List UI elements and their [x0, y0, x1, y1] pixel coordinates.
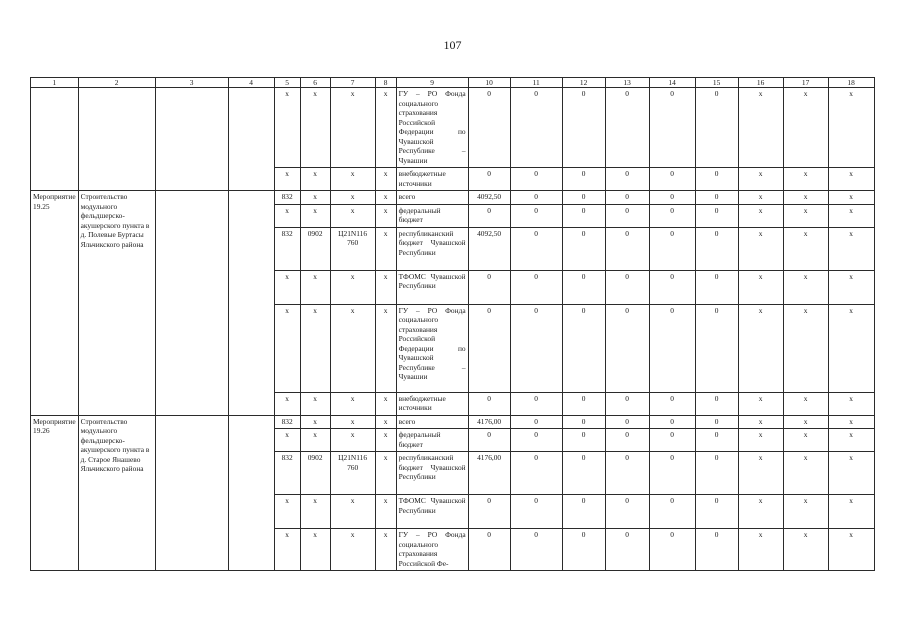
value-col14-cell: 0 — [649, 452, 695, 495]
value-col17-cell: x — [783, 392, 828, 415]
expense-type-cell: x — [375, 88, 396, 168]
participant-cell — [228, 415, 274, 571]
expense-type-cell: x — [375, 415, 396, 429]
expense-type-cell: x — [375, 429, 396, 452]
executor-cell — [155, 191, 228, 416]
value-col16-cell: x — [738, 392, 783, 415]
value-col14-cell: 0 — [649, 168, 695, 191]
value-col18-cell: x — [828, 204, 874, 227]
value-col10-cell: 0 — [468, 495, 510, 529]
column-number-header: 5 — [274, 78, 300, 88]
value-col18-cell: x — [828, 452, 874, 495]
participant-cell — [228, 88, 274, 191]
funding-source-cell: республиканский бюджет Чувашской Республики — [396, 227, 468, 270]
column-number-header: 9 — [396, 78, 468, 88]
value-col16-cell: x — [738, 270, 783, 304]
value-col14-cell: 0 — [649, 270, 695, 304]
value-col15-cell: 0 — [695, 452, 738, 495]
value-col18-cell: x — [828, 304, 874, 392]
value-col14-cell: 0 — [649, 392, 695, 415]
value-col15-cell: 0 — [695, 304, 738, 392]
value-col16-cell: x — [738, 429, 783, 452]
value-col12-cell: 0 — [562, 168, 605, 191]
value-col13-cell: 0 — [605, 168, 649, 191]
page-number: 107 — [443, 38, 462, 52]
value-col18-cell: x — [828, 529, 874, 571]
value-col10-cell: 0 — [468, 270, 510, 304]
target-article-cell: x — [330, 529, 375, 571]
grbs-code-cell: x — [274, 88, 300, 168]
value-col18-cell: x — [828, 415, 874, 429]
value-col14-cell: 0 — [649, 529, 695, 571]
column-number-header: 1 — [31, 78, 79, 88]
target-article-cell: x — [330, 168, 375, 191]
value-col18-cell: x — [828, 191, 874, 205]
value-col15-cell: 0 — [695, 529, 738, 571]
value-col14-cell: 0 — [649, 88, 695, 168]
value-col10-cell: 0 — [468, 529, 510, 571]
value-col12-cell: 0 — [562, 304, 605, 392]
column-number-header: 4 — [228, 78, 274, 88]
column-number-header: 3 — [155, 78, 228, 88]
value-col12-cell: 0 — [562, 88, 605, 168]
value-col10-cell: 0 — [468, 204, 510, 227]
value-col11-cell: 0 — [510, 495, 562, 529]
column-number-header: 16 — [738, 78, 783, 88]
grbs-code-cell: x — [274, 270, 300, 304]
value-col13-cell: 0 — [605, 392, 649, 415]
target-article-cell: x — [330, 415, 375, 429]
value-col12-cell: 0 — [562, 392, 605, 415]
value-col12-cell: 0 — [562, 415, 605, 429]
funding-source-cell: внебюджетные источники — [396, 392, 468, 415]
funding-source-cell: федеральный бюджет — [396, 429, 468, 452]
value-col12-cell: 0 — [562, 495, 605, 529]
value-col15-cell: 0 — [695, 270, 738, 304]
value-col15-cell: 0 — [695, 415, 738, 429]
funding-source-cell: внебюджетные источники — [396, 168, 468, 191]
value-col13-cell: 0 — [605, 204, 649, 227]
section-code-cell: 0902 — [300, 452, 330, 495]
value-col14-cell: 0 — [649, 429, 695, 452]
funding-source-cell: ТФОМС Чувашской Республики — [396, 495, 468, 529]
value-col17-cell: x — [783, 168, 828, 191]
value-col14-cell: 0 — [649, 415, 695, 429]
value-col13-cell: 0 — [605, 191, 649, 205]
section-code-cell: x — [300, 88, 330, 168]
column-number-header: 7 — [330, 78, 375, 88]
funding-source-cell: республиканский бюджет Чувашской Республики — [396, 452, 468, 495]
target-article-cell: x — [330, 392, 375, 415]
value-col17-cell: x — [783, 452, 828, 495]
funding-source-cell: ГУ – РО Фонда социального страхования Российской Фе- — [396, 529, 468, 571]
section-code-cell: x — [300, 270, 330, 304]
column-number-header: 15 — [695, 78, 738, 88]
target-article-cell: x — [330, 88, 375, 168]
executor-cell — [155, 415, 228, 571]
target-article-cell: Ц21N116 760 — [330, 227, 375, 270]
value-col17-cell: x — [783, 88, 828, 168]
section-code-cell: x — [300, 168, 330, 191]
value-col13-cell: 0 — [605, 429, 649, 452]
value-col14-cell: 0 — [649, 227, 695, 270]
grbs-code-cell: x — [274, 168, 300, 191]
participant-cell — [228, 191, 274, 416]
value-col13-cell: 0 — [605, 415, 649, 429]
value-col11-cell: 0 — [510, 270, 562, 304]
value-col11-cell: 0 — [510, 191, 562, 205]
value-col11-cell: 0 — [510, 415, 562, 429]
value-col17-cell: x — [783, 191, 828, 205]
section-code-cell: x — [300, 304, 330, 392]
value-col17-cell: x — [783, 227, 828, 270]
value-col10-cell: 4092,50 — [468, 191, 510, 205]
value-col15-cell: 0 — [695, 204, 738, 227]
value-col15-cell: 0 — [695, 392, 738, 415]
target-article-cell: Ц21N116 760 — [330, 452, 375, 495]
section-code-cell: x — [300, 204, 330, 227]
value-col18-cell: x — [828, 495, 874, 529]
expense-type-cell: x — [375, 168, 396, 191]
value-col16-cell: x — [738, 191, 783, 205]
value-col14-cell: 0 — [649, 204, 695, 227]
value-col17-cell: x — [783, 529, 828, 571]
funding-source-cell: ТФОМС Чувашской Республики — [396, 270, 468, 304]
expense-type-cell: x — [375, 304, 396, 392]
value-col17-cell: x — [783, 415, 828, 429]
value-col13-cell: 0 — [605, 227, 649, 270]
value-col15-cell: 0 — [695, 168, 738, 191]
grbs-code-cell: 832 — [274, 227, 300, 270]
financing-table — [30, 77, 875, 571]
expense-type-cell: x — [375, 191, 396, 205]
value-col15-cell: 0 — [695, 191, 738, 205]
activity-label-cell: Мероприятие 19.25 — [31, 191, 79, 416]
value-col10-cell: 0 — [468, 392, 510, 415]
value-col11-cell: 0 — [510, 529, 562, 571]
value-col16-cell: x — [738, 452, 783, 495]
column-number-header: 8 — [375, 78, 396, 88]
value-col11-cell: 0 — [510, 392, 562, 415]
column-number-header: 17 — [783, 78, 828, 88]
value-col14-cell: 0 — [649, 191, 695, 205]
section-code-cell: x — [300, 495, 330, 529]
activity-name-cell — [78, 88, 155, 191]
value-col11-cell: 0 — [510, 88, 562, 168]
table-row — [31, 88, 875, 168]
expense-type-cell: x — [375, 270, 396, 304]
value-col16-cell: x — [738, 227, 783, 270]
column-number-header: 6 — [300, 78, 330, 88]
table-row — [31, 415, 875, 429]
value-col17-cell: x — [783, 270, 828, 304]
target-article-cell: x — [330, 429, 375, 452]
value-col12-cell: 0 — [562, 227, 605, 270]
grbs-code-cell: x — [274, 495, 300, 529]
funding-source-cell: ГУ – РО Фонда социального страхования Российской Федерации по Чувашской Республике – Чувашии — [396, 304, 468, 392]
value-col15-cell: 0 — [695, 495, 738, 529]
funding-source-cell: всего — [396, 415, 468, 429]
column-number-header: 10 — [468, 78, 510, 88]
section-code-cell: 0902 — [300, 227, 330, 270]
value-col13-cell: 0 — [605, 88, 649, 168]
column-number-header: 18 — [828, 78, 874, 88]
grbs-code-cell: 832 — [274, 191, 300, 205]
value-col10-cell: 0 — [468, 429, 510, 452]
value-col10-cell: 0 — [468, 88, 510, 168]
expense-type-cell: x — [375, 495, 396, 529]
value-col12-cell: 0 — [562, 270, 605, 304]
value-col16-cell: x — [738, 495, 783, 529]
value-col11-cell: 0 — [510, 452, 562, 495]
value-col10-cell: 4176,00 — [468, 415, 510, 429]
value-col14-cell: 0 — [649, 304, 695, 392]
grbs-code-cell: x — [274, 392, 300, 415]
value-col17-cell: x — [783, 429, 828, 452]
value-col10-cell: 4092,50 — [468, 227, 510, 270]
target-article-cell: x — [330, 204, 375, 227]
value-col12-cell: 0 — [562, 429, 605, 452]
activity-label-cell: Мероприятие 19.26 — [31, 415, 79, 571]
grbs-code-cell: x — [274, 204, 300, 227]
section-code-cell: x — [300, 392, 330, 415]
value-col16-cell: x — [738, 204, 783, 227]
value-col18-cell: x — [828, 88, 874, 168]
value-col15-cell: 0 — [695, 88, 738, 168]
activity-name-cell: Строительство модульного фельдшерско-акушерского пункта в д. Полевые Буртасы Яльчикского района — [78, 191, 155, 416]
value-col13-cell: 0 — [605, 270, 649, 304]
value-col17-cell: x — [783, 304, 828, 392]
value-col18-cell: x — [828, 429, 874, 452]
grbs-code-cell: 832 — [274, 452, 300, 495]
grbs-code-cell: x — [274, 429, 300, 452]
value-col18-cell: x — [828, 168, 874, 191]
value-col15-cell: 0 — [695, 429, 738, 452]
value-col11-cell: 0 — [510, 204, 562, 227]
value-col12-cell: 0 — [562, 529, 605, 571]
column-number-header: 12 — [562, 78, 605, 88]
activity-name-cell: Строительство модульного фельдшерско-акушерского пункта в д. Старое Янашево Яльчикского района — [78, 415, 155, 571]
value-col11-cell: 0 — [510, 304, 562, 392]
expense-type-cell: x — [375, 529, 396, 571]
column-number-header: 2 — [78, 78, 155, 88]
expense-type-cell: x — [375, 227, 396, 270]
value-col13-cell: 0 — [605, 495, 649, 529]
funding-source-cell: всего — [396, 191, 468, 205]
section-code-cell: x — [300, 529, 330, 571]
value-col14-cell: 0 — [649, 495, 695, 529]
grbs-code-cell: 832 — [274, 415, 300, 429]
activity-label-cell — [31, 88, 79, 191]
column-number-header: 11 — [510, 78, 562, 88]
target-article-cell: x — [330, 191, 375, 205]
value-col16-cell: x — [738, 304, 783, 392]
value-col10-cell: 0 — [468, 304, 510, 392]
expense-type-cell: x — [375, 204, 396, 227]
value-col11-cell: 0 — [510, 429, 562, 452]
value-col15-cell: 0 — [695, 227, 738, 270]
target-article-cell: x — [330, 495, 375, 529]
value-col18-cell: x — [828, 392, 874, 415]
header-row — [31, 78, 875, 88]
value-col12-cell: 0 — [562, 452, 605, 495]
value-col16-cell: x — [738, 415, 783, 429]
value-col13-cell: 0 — [605, 452, 649, 495]
table-row — [31, 191, 875, 205]
target-article-cell: x — [330, 270, 375, 304]
value-col18-cell: x — [828, 227, 874, 270]
expense-type-cell: x — [375, 452, 396, 495]
column-number-header: 14 — [649, 78, 695, 88]
value-col10-cell: 4176,00 — [468, 452, 510, 495]
value-col16-cell: x — [738, 168, 783, 191]
section-code-cell: x — [300, 415, 330, 429]
grbs-code-cell: x — [274, 304, 300, 392]
value-col12-cell: 0 — [562, 191, 605, 205]
funding-source-cell: ГУ – РО Фонда социального страхования Российской Федерации по Чувашской Республике – Чувашии — [396, 88, 468, 168]
value-col16-cell: x — [738, 529, 783, 571]
funding-source-cell: федеральный бюджет — [396, 204, 468, 227]
column-number-header: 13 — [605, 78, 649, 88]
value-col17-cell: x — [783, 495, 828, 529]
value-col10-cell: 0 — [468, 168, 510, 191]
section-code-cell: x — [300, 191, 330, 205]
value-col11-cell: 0 — [510, 168, 562, 191]
value-col11-cell: 0 — [510, 227, 562, 270]
target-article-cell: x — [330, 304, 375, 392]
section-code-cell: x — [300, 429, 330, 452]
value-col18-cell: x — [828, 270, 874, 304]
value-col13-cell: 0 — [605, 529, 649, 571]
executor-cell — [155, 88, 228, 191]
expense-type-cell: x — [375, 392, 396, 415]
value-col17-cell: x — [783, 204, 828, 227]
value-col12-cell: 0 — [562, 204, 605, 227]
value-col13-cell: 0 — [605, 304, 649, 392]
value-col16-cell: x — [738, 88, 783, 168]
grbs-code-cell: x — [274, 529, 300, 571]
